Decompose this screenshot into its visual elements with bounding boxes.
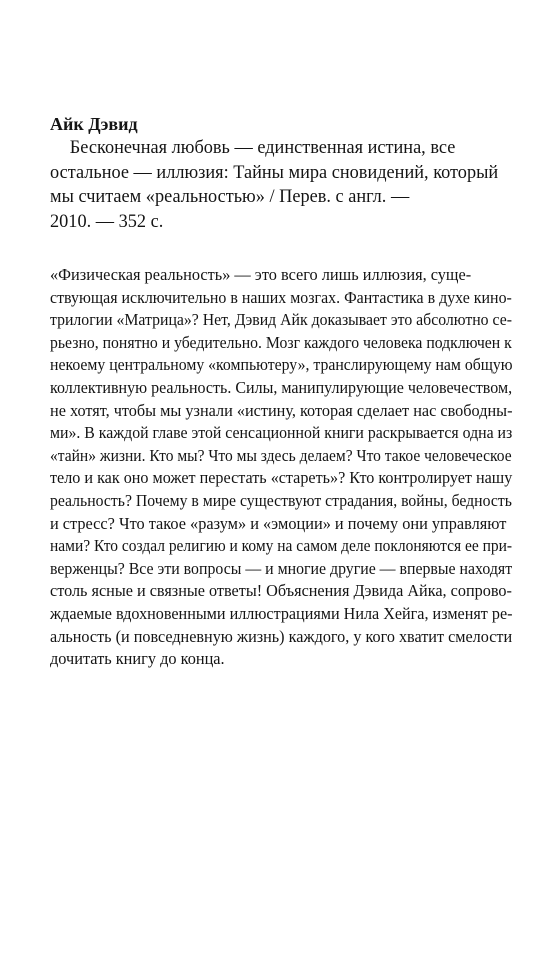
annotation-line: столь ясные и связные ответы! Объяснения Дэвида Айка, сопрово- [50, 581, 512, 601]
annotation-line: «тайн» жизни. Кто мы? Что мы здесь делаем? Что такое человеческое [50, 445, 512, 465]
bibliographic-entry [50, 112, 510, 234]
annotation-line: реальность? Почему в мире существуют страдания, войны, бедность [50, 490, 512, 510]
annotation-line: трилогии «Матрица»? Нет, Дэвид Айк доказывает это абсолютно се- [50, 310, 512, 330]
annotation-line: дочитать книгу до конца. [50, 649, 225, 669]
annotation-line: верженцы? Все эти вопросы — и многие другие — впервые находят [50, 558, 513, 578]
author-name: Айк Дэвид [50, 114, 138, 134]
title-line: мы считаем «реальностью» / Перев. с англ. — [50, 187, 410, 207]
annotation-line: альность (и повседневную жизнь) каждого, у кого хватит смелости [50, 626, 513, 646]
publication-info: 2010. — 352 с. [50, 211, 164, 232]
annotation-line: нами? Кто создал религию и кому на самом деле поклоняются ее при- [50, 536, 513, 556]
annotation-line: и стресс? Что такое «разум» и «эмоции» и почему они управляют [50, 513, 507, 533]
annotation-line: ми». В каждой главе этой сенсационной книги раскрывается одна из [50, 423, 513, 443]
annotation-line: рьезно, понятно и убедительно. Мозг каждого человека подключен к [50, 332, 512, 352]
title-line: остальное — иллюзия: Тайны мира сновидений, который [50, 162, 499, 183]
annotation-line: ствующая исключительно в наших мозгах. Фантастика в духе кино- [50, 287, 512, 307]
title-line: Бесконечная любовь — единственная истина, все [69, 138, 456, 158]
annotation-line: тело и как оно может перестать «стареть»? Кто контролирует нашу [50, 468, 513, 488]
annotation-line: коллективную реальность. Силы, манипулирующие человечеством, [50, 377, 513, 397]
annotation-line: ждаемые вдохновенными иллюстрациями Нила Хейга, изменят ре- [50, 603, 513, 623]
annotation-line: «Физическая реальность» — это всего лишь иллюзия, суще- [50, 265, 472, 284]
annotation-paragraph [50, 264, 520, 671]
annotation-line: не хотят, чтобы мы узнали «истину, которая сделает нас свободны- [50, 400, 513, 420]
annotation-line: некоему центральному «компьютеру», транслирующему нам общую [50, 355, 513, 375]
